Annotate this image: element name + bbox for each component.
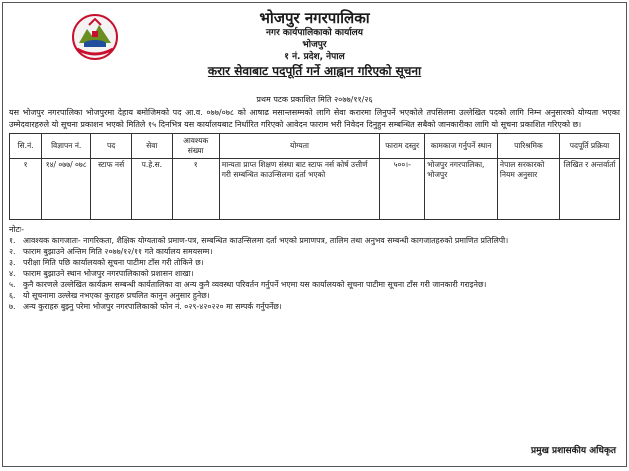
- note-text: यो सूचनामा उल्लेख नभएका कुराहरु प्रचलित कानुन अनुसार हुनेछ।: [23, 291, 210, 300]
- notice-title: करार सेवाबाट पदपूर्ति गर्ने आह्वान गरिएको सूचना: [207, 64, 422, 78]
- col-header: फाराम दस्तुर: [380, 134, 425, 159]
- note-number: ६.: [9, 291, 16, 300]
- table-cell: १: [10, 159, 42, 220]
- publish-date: प्रथम पटक प्रकाशित मिति २०७७/११/२६: [256, 95, 373, 104]
- col-header: आवश्यक संख्या: [172, 134, 219, 159]
- col-header: योग्यता: [219, 134, 380, 159]
- note-number: ५.: [9, 280, 16, 289]
- list-item: [9, 246, 620, 257]
- note-text: कुनै कारणले उल्लेखित कार्यक्रम सम्बन्धी कार्यतालिका वा अन्य कुनै व्यवस्था परिवर्तन गर्नुपर्ने भएमा यस कार्यालयको सूचना पाटीमा सूचना टाँस गरी जानकारी गराइनेछ।: [23, 280, 487, 289]
- col-header: कामकाज गर्नुपर्ने स्थान: [425, 134, 498, 159]
- government-emblem-icon: [71, 13, 119, 61]
- table-cell: मान्यता प्राप्त शिक्षण संस्था बाट स्टाफ नर्स कोर्ष उत्तीर्ण गरी सम्बन्धित काउन्सिलमा दर्ता भएको: [219, 159, 380, 220]
- list-item: [9, 290, 620, 301]
- letterhead: [9, 9, 620, 93]
- col-header: सि.नं.: [10, 134, 42, 159]
- col-header: पदपूर्ति प्रक्रिया: [559, 134, 619, 159]
- col-header: सेवा: [131, 134, 172, 159]
- list-item: [9, 257, 620, 268]
- col-header: विज्ञापन नं.: [42, 134, 91, 159]
- list-item: [9, 235, 620, 246]
- table-cell: प.हे.स.: [131, 159, 172, 220]
- notes-heading: नोटः-: [9, 225, 25, 234]
- office-name: नगर कार्यपालिकाको कार्यालय: [266, 28, 363, 38]
- org-name: भोजपुर नगरपालिका: [259, 9, 370, 27]
- note-text: फाराम बुझाउने स्थान भोजपुर नगरपालिकाको प्रशासन शाखा।: [23, 269, 194, 278]
- list-item: [9, 301, 620, 312]
- intro-paragraph: यस भोजपुर नगरपालिका भोजपुरमा देहाय बमोजिमको पद आ.व. ०७७/०७८ को आषाढ मसान्तसम्मको लागि सेवा करारमा लिनुपर्ने भएकोले तपसिलमा उल्लेखित पदको लागि निम्न अनुसारको योग्यता भएका उम्मेदवारहरुले यो सूचना प्रकाशन भएको मितिले १५ दिनभित्र यस कार्यालयबाट निर्धारित गरिएको आवेदन फाराम भरी निवेदन दिनुहुन सम्बन्धित सबैको जानकारीका लागि यो सूचना प्रकाशित गरिएको छ।: [9, 108, 620, 129]
- notice-page: [2, 2, 627, 467]
- note-text: अन्य कुराहरु बुझ्नु परेमा भोजपुर नगरपालिकाको फोन नं. ०२९-४२०२२० मा सम्पर्क गर्नुपर्नेछ।: [23, 302, 282, 311]
- note-number: ७.: [9, 302, 16, 311]
- table-cell: लिखित र अन्तर्वार्ता: [559, 159, 619, 220]
- notes-list: [9, 235, 620, 312]
- table-header-row: [10, 134, 620, 159]
- table-cell: ५००।-: [380, 159, 425, 220]
- table-cell: स्टाफ नर्स: [91, 159, 132, 220]
- note-text: फाराम बुझाउने अन्तिम मिति २०७७/१२/११ गते कार्यालय समयसम्म।: [23, 247, 213, 256]
- table-cell: नेपाल सरकारको नियम अनुसार: [497, 159, 559, 220]
- table-row: [10, 159, 620, 220]
- table-cell: भोजपुर नगरपालिका, भोजपुर: [425, 159, 498, 220]
- note-number: ३.: [9, 258, 16, 267]
- table-cell: १: [172, 159, 219, 220]
- province-name: १ नं. प्रदेश, नेपाल: [284, 52, 345, 62]
- note-number: २.: [9, 247, 16, 256]
- list-item: [9, 279, 620, 290]
- col-header: पारिश्रमिक: [497, 134, 559, 159]
- note-text: परीक्षा मिति पछि कार्यालयको सूचना पाटीमा टाँस गरी तोकिने छ।: [23, 258, 204, 267]
- col-header: पद: [91, 134, 132, 159]
- table-cell: १४/ ०७७/ ०७८: [42, 159, 91, 220]
- note-number: ४.: [9, 269, 16, 278]
- list-item: [9, 268, 620, 279]
- signature-title: प्रमुख प्रशासकीय अधिकृत: [530, 446, 616, 456]
- note-text: आवश्यक कागजातः- नागरिकता, शैक्षिक योग्यताको प्रमाण-पत्र, सम्बन्धित काउन्सिलमा दर्ता भएको प्रमाणपत्र, तालिम तथा अनुभव सम्बन्धी कागजातहरुको प्रमाणित प्रतिलिपी।: [23, 236, 509, 245]
- district-name: भोजपुर: [302, 40, 327, 50]
- note-number: १.: [9, 236, 16, 245]
- vacancy-table: [9, 133, 620, 220]
